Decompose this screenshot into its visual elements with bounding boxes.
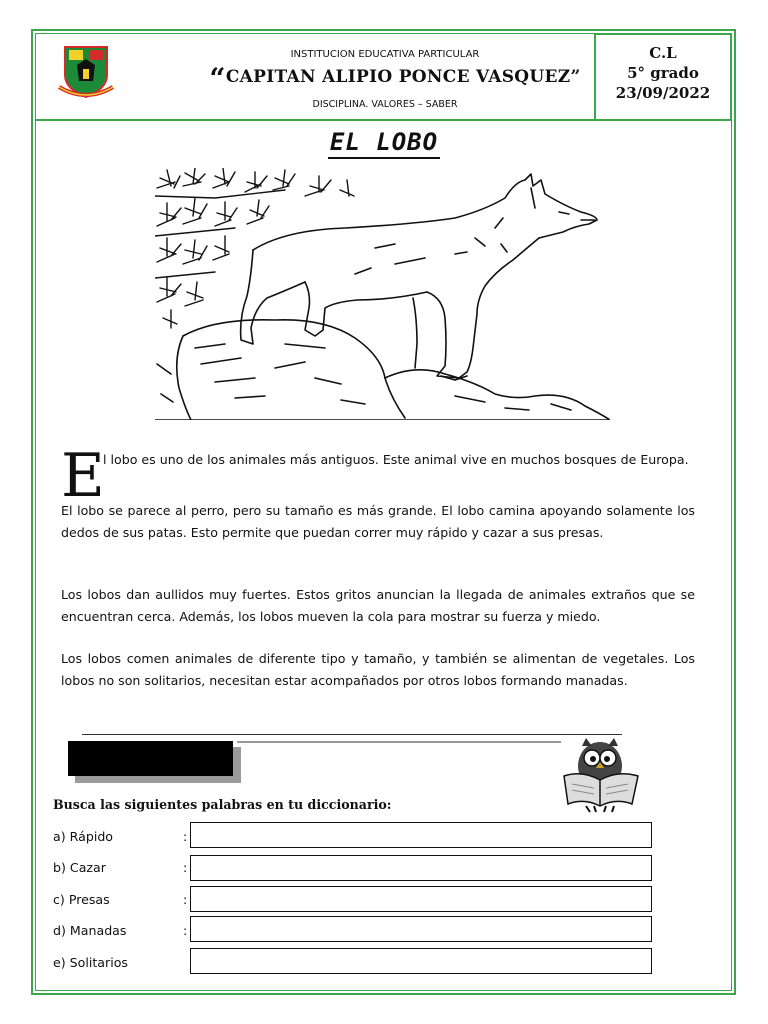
- colon: :: [183, 829, 188, 844]
- answer-field-presas[interactable]: [190, 886, 652, 912]
- answer-field-manadas[interactable]: [190, 916, 652, 942]
- rocks: [155, 320, 610, 420]
- word-label-rapido: a) Rápido: [53, 829, 114, 844]
- paragraph-1: l lobo es uno de los animales más antiguos. Este animal vive en muchos bosques de Europa.: [103, 452, 689, 467]
- subject-label: C.L: [649, 44, 677, 62]
- colon: :: [183, 923, 188, 938]
- word-label-cazar: b) Cazar: [53, 860, 106, 875]
- drop-cap: E: [61, 441, 105, 511]
- wolf-illustration: [155, 168, 610, 420]
- divider-line-shadow: [237, 741, 561, 743]
- grade-label: 5° grado: [627, 64, 699, 82]
- institution-type: INSTITUCION EDUCATIVA PARTICULAR: [290, 49, 480, 60]
- word-label-manadas: d) Manadas: [53, 923, 127, 938]
- colon: :: [183, 860, 188, 875]
- school-crest-icon: [57, 41, 115, 103]
- answer-field-solitarios[interactable]: [190, 948, 652, 974]
- info-box: [594, 33, 732, 121]
- reading-owl-icon: [556, 736, 646, 814]
- colon: :: [183, 892, 188, 907]
- divider-line: [82, 734, 622, 735]
- wolf-body: [241, 174, 597, 380]
- answer-field-rapido[interactable]: [190, 822, 652, 848]
- word-label-solitarios: e) Solitarios: [53, 955, 128, 970]
- discipline-line: DISCIPLINA. VALORES – SABER: [312, 99, 458, 110]
- page-title-text: EL LOBO: [328, 128, 440, 159]
- paragraph-3: Los lobos dan aullidos muy fuertes. Estos gritos anuncian la llegada de animales extraños que se encuentran cerca. Además, los lobos mueven la cola para mostrar su fuerza y miedo.: [61, 587, 695, 624]
- institution-name-text: CAPITAN ALIPIO PONCE VASQUEZ”: [225, 67, 581, 87]
- page-title: [0, 128, 768, 156]
- open-quote: “: [209, 62, 226, 95]
- institution-name: [185, 62, 605, 95]
- paragraph-4: Los lobos comen animales de diferente tipo y tamaño, y también se alimentan de vegetales. Los lobos no son solitarios, necesitan estar acompañados por otros lobos formando manadas.: [61, 651, 695, 688]
- section-banner: [68, 741, 233, 776]
- paragraph-2: El lobo se parece al perro, pero su tamaño es más grande. El lobo camina apoyando solamente los dedos de sus patas. Esto permite que puedan correr muy rápido y cazar a sus presas.: [61, 503, 695, 540]
- date-label: 23/09/2022: [615, 84, 711, 102]
- word-label-presas: c) Presas: [53, 892, 110, 907]
- answer-field-cazar[interactable]: [190, 855, 652, 881]
- pine-branches: [155, 168, 354, 328]
- activity-instruction: Busca las siguientes palabras en tu diccionario:: [53, 797, 392, 812]
